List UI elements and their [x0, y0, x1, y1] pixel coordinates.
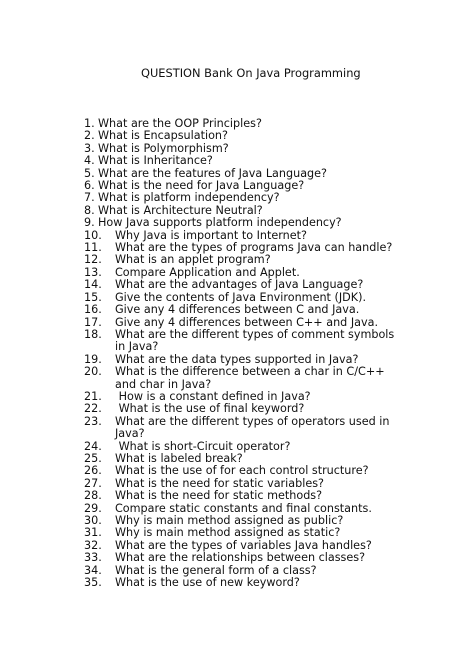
question-text: What is the need for static methods? — [115, 489, 323, 503]
question-number: 29. — [84, 501, 102, 515]
question-text: What is the difference between a char in C/C++ and char in Java? — [115, 365, 389, 391]
question-number: 27. — [84, 476, 102, 490]
document-title: QUESTION Bank On Java Programming — [141, 66, 361, 80]
question-text: What is labeled break? — [115, 451, 243, 465]
question-number: 16. — [84, 303, 102, 317]
question-text: How is a constant defined in Java? — [115, 389, 311, 403]
question-number: 5. — [84, 166, 95, 180]
question-text: What is Encapsulation? — [98, 129, 228, 143]
question-text: What is the use of for each control structure? — [115, 464, 369, 478]
question-number: 31. — [84, 526, 102, 540]
question-item — [84, 254, 404, 266]
question-number: 17. — [84, 315, 102, 329]
question-number: 26. — [84, 464, 102, 478]
question-text: Give the contents of Java Environment (JDK). — [115, 290, 367, 304]
question-number: 35. — [84, 576, 102, 590]
question-text: What are the relationships between classes? — [115, 551, 366, 565]
question-text: What are the different types of comment symbols in Java? — [115, 327, 398, 354]
question-number: 3. — [84, 141, 95, 155]
question-number: 9. — [84, 216, 95, 230]
question-text: What is the general form of a class? — [115, 563, 317, 577]
question-number: 19. — [84, 352, 102, 366]
question-item — [84, 403, 404, 415]
question-number: 30. — [84, 514, 102, 527]
question-list — [84, 118, 404, 589]
question-item — [84, 130, 404, 142]
question-number: 20. — [84, 365, 102, 379]
question-number: 12. — [84, 253, 102, 267]
question-text: What is the need for Java Language? — [98, 179, 305, 193]
question-text: What is the use of final keyword? — [115, 402, 305, 416]
question-text: Why Java is important to Internet? — [115, 228, 307, 242]
question-text: What is platform independency? — [98, 191, 280, 205]
question-number: 18. — [84, 327, 102, 341]
question-number: 10. — [84, 228, 102, 242]
question-number: 33. — [84, 551, 102, 565]
question-text: What are the types of programs Java can handle? — [115, 241, 393, 255]
question-number: 11. — [84, 241, 102, 255]
question-text: Give any 4 differences between C and Java. — [115, 303, 360, 317]
question-number: 6. — [84, 179, 95, 193]
question-text: What is Polymorphism? — [98, 141, 229, 155]
question-text: What are the different types of operators used in Java? — [115, 414, 394, 441]
question-number: 21. — [84, 389, 102, 403]
question-text: What is Architecture Neutral? — [98, 203, 263, 217]
question-item — [84, 279, 404, 291]
question-item — [84, 527, 404, 539]
question-item — [84, 217, 404, 229]
question-text: Compare static constants and final constants. — [115, 501, 372, 515]
question-number: 32. — [84, 538, 102, 552]
question-number: 24. — [84, 439, 102, 453]
question-text: What are the features of Java Language? — [98, 166, 327, 180]
question-item — [84, 416, 404, 441]
question-number: 22. — [84, 402, 102, 416]
question-number: 25. — [84, 451, 102, 465]
question-item — [84, 192, 404, 204]
question-number: 4. — [84, 154, 95, 168]
question-item — [84, 577, 404, 589]
question-item — [84, 304, 404, 316]
question-text: What are the OOP Principles? — [98, 117, 262, 130]
question-item — [84, 552, 404, 564]
question-item — [84, 155, 404, 167]
question-number: 14. — [84, 278, 102, 292]
question-text: Compare Application and Applet. — [115, 265, 300, 279]
question-number: 13. — [84, 265, 102, 279]
question-text: What is the need for static variables? — [115, 476, 324, 490]
question-text: What are the advantages of Java Language? — [115, 278, 364, 292]
question-item — [84, 329, 404, 354]
question-item — [84, 465, 404, 477]
question-text: What is Inheritance? — [98, 154, 213, 168]
question-text: What are the types of variables Java handles? — [115, 538, 372, 552]
question-item — [84, 366, 404, 391]
question-number: 2. — [84, 129, 95, 143]
question-text: What is the use of new keyword? — [115, 576, 300, 590]
question-text: What is short-Circuit operator? — [115, 439, 291, 453]
question-text: What are the data types supported in Java? — [115, 352, 359, 366]
question-text: Give any 4 differences between C++ and Java. — [115, 315, 379, 329]
question-text: What is an applet program? — [115, 253, 271, 267]
question-text: Why is main method assigned as static? — [115, 526, 341, 540]
question-number: 15. — [84, 290, 102, 304]
question-number: 23. — [84, 414, 102, 428]
question-item — [84, 490, 404, 502]
question-text: Why is main method assigned as public? — [115, 514, 344, 527]
question-number: 8. — [84, 203, 95, 217]
question-number: 1. — [84, 117, 95, 130]
question-text: How Java supports platform independency? — [98, 216, 342, 230]
question-number: 28. — [84, 489, 102, 503]
question-number: 7. — [84, 191, 95, 205]
question-number: 34. — [84, 563, 102, 577]
